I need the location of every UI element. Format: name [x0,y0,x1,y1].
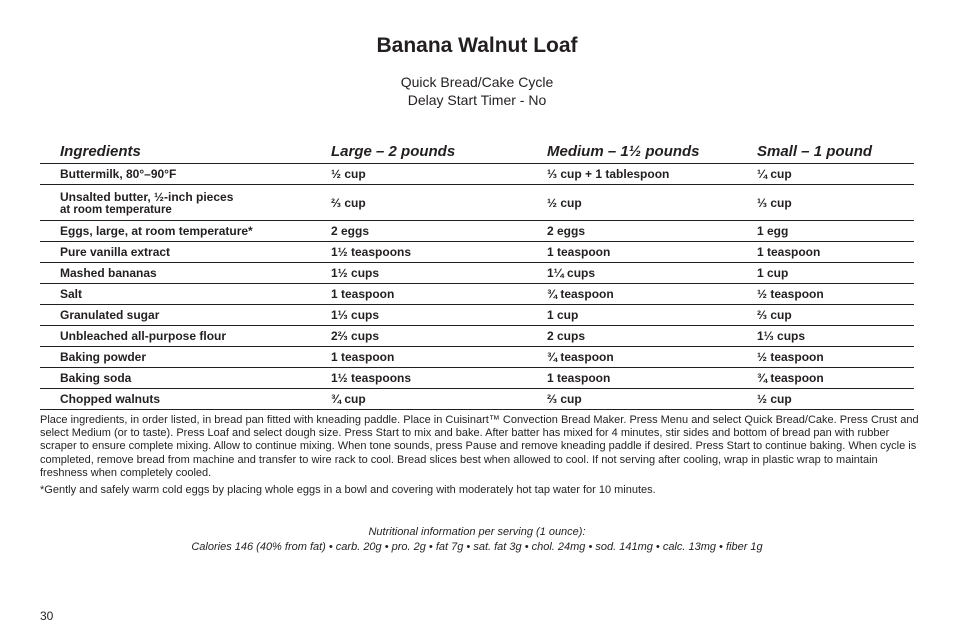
amount-large: 2⅔ cups [331,326,547,347]
amount-medium: ½ cup [547,185,757,221]
amount-medium: 1 teaspoon [547,368,757,389]
amount-small: ¾ teaspoon [757,368,914,389]
amount-large: ⅔ cup [331,185,547,221]
table-header-row [40,140,914,164]
table-row [40,347,914,368]
amount-large: 2 eggs [331,221,547,242]
ingredient-name: Mashed bananas [40,263,331,284]
amount-large: 1½ cups [331,263,547,284]
ingredient-name: Unbleached all-purpose flour [40,326,331,347]
table-row [40,185,914,221]
header-medium: Medium – 1½ pounds [547,140,757,164]
ingredient-name: Granulated sugar [40,305,331,326]
table-row [40,263,914,284]
amount-small: ½ cup [757,389,914,410]
amount-medium: 1 teaspoon [547,242,757,263]
amount-small: ½ teaspoon [757,284,914,305]
ingredients-table [40,140,914,410]
amount-medium: ¾ teaspoon [547,347,757,368]
amount-small: 1⅓ cups [757,326,914,347]
ingredient-name: Baking powder [40,347,331,368]
ingredient-name-line1: Unsalted butter, ½-inch pieces [60,189,234,204]
amount-medium: ⅓ cup + 1 tablespoon [547,164,757,185]
ingredient-name: Eggs, large, at room temperature* [40,221,331,242]
amount-medium: 2 cups [547,326,757,347]
amount-small: ⅔ cup [757,305,914,326]
amount-small: 1 teaspoon [757,242,914,263]
table-row [40,221,914,242]
timer-subtitle: Delay Start Timer - No [407,92,547,108]
table-row [40,305,914,326]
method-paragraph: Place ingredients, in order listed, in bread pan fitted with kneading paddle. Place in Cuisinart™ Convection Bread Maker. Press Menu and select Quick Bread/Cake. Press Crust and select Medium (or to taste). Press Loaf and select dough size. Press Start to mix and bake. After batter has mixed for 4 minutes, stir sides and bottom of bread pan with rubber scraper to ensure complete mixing. Allow to continue mixing. When tone sounds, press Pause and remove kneading paddle if desired. Press Start to continue baking. When cycle is completed, remove bread from machine and transfer to wire rack to cool. Bread slices best when allowed to cool. If not serving after cooling, wrap in plastic wrap to maintain freshness when completely cooled. [40,414,919,479]
amount-medium: 2 eggs [547,221,757,242]
ingredient-name-line2: at room temperature [60,203,172,216]
amount-medium: ⅔ cup [547,389,757,410]
header-large: Large – 2 pounds [331,140,547,164]
amount-large: 1½ teaspoons [331,368,547,389]
table-row [40,164,914,185]
header-ingredients: Ingredients [40,140,331,164]
ingredient-name: Baking soda [40,368,331,389]
amount-large: 1⅓ cups [331,305,547,326]
table-row [40,242,914,263]
ingredient-name [40,185,331,221]
amount-small: ¼ cup [757,164,914,185]
amount-small: ½ teaspoon [757,347,914,368]
ingredient-name: Salt [40,284,331,305]
ingredient-name: Chopped walnuts [40,389,331,410]
table-row [40,389,914,410]
ingredient-name: Pure vanilla extract [40,242,331,263]
nutrition-values: Calories 146 (40% from fat) • carb. 20g • pro. 2g • fat 7g • sat. fat 3g • chol. 24mg • sod. 141mg • calc. 13mg • fiber 1g [191,541,763,553]
amount-small: ⅓ cup [757,185,914,221]
amount-large: 1 teaspoon [331,284,547,305]
amount-medium: 1¼ cups [547,263,757,284]
cycle-subtitle: Quick Bread/Cake Cycle [400,74,554,90]
nutrition-heading: Nutritional information per serving (1 ounce): [368,526,586,538]
amount-large: ½ cup [331,164,547,185]
amount-large: ¾ cup [331,389,547,410]
ingredient-name: Buttermilk, 80°–90°F [40,164,331,185]
header-small: Small – 1 pound [757,140,914,164]
table-row [40,284,914,305]
ingredients-body [40,164,914,410]
recipe-title: Banana Walnut Loaf [376,34,578,57]
page-number: 30 [40,609,54,623]
amount-small: 1 cup [757,263,914,284]
amount-medium: ¾ teaspoon [547,284,757,305]
amount-medium: 1 cup [547,305,757,326]
table-row [40,368,914,389]
amount-large: 1½ teaspoons [331,242,547,263]
egg-footnote: *Gently and safely warm cold eggs by placing whole eggs in a bowl and covering with moderately hot tap water for 10 minutes. [40,484,656,496]
amount-large: 1 teaspoon [331,347,547,368]
table-row [40,326,914,347]
amount-small: 1 egg [757,221,914,242]
